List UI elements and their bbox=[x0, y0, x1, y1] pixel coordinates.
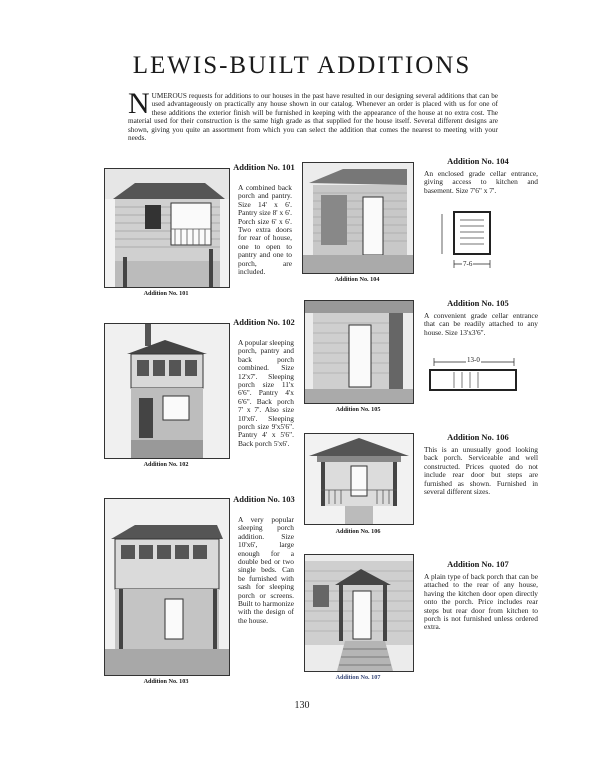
addition-101-photo bbox=[104, 168, 230, 288]
page-title: LEWIS-BUILT ADDITIONS bbox=[132, 52, 472, 79]
intro-paragraph bbox=[128, 87, 498, 143]
intro-text: UMEROUS requests for additions to our houses in the past have resulted in our designing several additions that can be used advantageously on practically any house shown in our catalog. Whenever an order is placed with us for one of these additions the exterior finish will be furnished in keeping with the appearance of the house at no extra cost. The material used for their construction is the same high grade as that supplied for the house itself. Several different designs are shown, giving you quite an assortment from which you can select the addition that comes the nearest to meeting with your needs. bbox=[128, 92, 498, 143]
addition-105-photo bbox=[304, 300, 414, 404]
addition-104-caption: Addition No. 104 bbox=[334, 276, 380, 283]
addition-101-heading: Addition No. 101 bbox=[233, 162, 295, 172]
addition-104-floor-plan bbox=[426, 206, 516, 276]
addition-103-heading: Addition No. 103 bbox=[233, 494, 295, 504]
addition-105-caption: Addition No. 105 bbox=[335, 406, 381, 413]
addition-107-photo bbox=[304, 554, 414, 672]
page-number: 130 bbox=[294, 700, 310, 711]
addition-104-plan-dimension: 7-6 bbox=[463, 260, 473, 268]
addition-102-caption: Addition No. 102 bbox=[143, 461, 189, 468]
addition-105-floor-plan bbox=[424, 356, 518, 396]
addition-101-caption: Addition No. 101 bbox=[143, 290, 189, 297]
addition-107-caption: Addition No. 107 bbox=[335, 674, 381, 681]
addition-101-text: A combined back porch and pantry. Size 14' x 6'. Pantry size 8' x 6'. Porch size 6' x 6'. Two extra doors for rear of house, one to open to pantry and one to porch, are included. bbox=[238, 183, 292, 277]
addition-107-heading: Addition No. 107 bbox=[447, 559, 509, 569]
drop-cap: N bbox=[128, 87, 150, 120]
addition-104-text: An enclosed grade cellar entrance, giving access to kitchen and basement. Size 7'6" x 7'. bbox=[424, 169, 538, 195]
addition-105-text: A convenient grade cellar entrance that can be readily attached to any house. Size 13'x3'6". bbox=[424, 311, 538, 337]
addition-104-photo bbox=[302, 162, 414, 274]
addition-103-photo bbox=[104, 498, 230, 676]
addition-106-heading: Addition No. 106 bbox=[447, 432, 509, 442]
addition-102-photo bbox=[104, 323, 230, 459]
addition-103-caption: Addition No. 103 bbox=[143, 678, 189, 685]
addition-103-text: A very popular sleeping porch addition. Size 10'x6', large enough for a double bed or two single beds. Can be furnished with sash for sleeping porch or screens. Built to harmonize with the design of the house. bbox=[238, 515, 294, 625]
addition-106-photo bbox=[304, 433, 414, 525]
addition-105-plan-dimension: 13-0 bbox=[467, 356, 480, 364]
addition-106-caption: Addition No. 106 bbox=[335, 528, 381, 535]
addition-102-heading: Addition No. 102 bbox=[233, 317, 295, 327]
addition-105-heading: Addition No. 105 bbox=[447, 298, 509, 308]
addition-106-text: This is an unusually good looking back porch. Serviceable and well constructed. Prices quoted do not include rear door but steps are furnished as shown. Furnished in several different sizes. bbox=[424, 445, 538, 497]
addition-104-heading: Addition No. 104 bbox=[447, 156, 509, 166]
addition-107-text: A plain type of back porch that can be attached to the rear of any house, having the kitchen door open directly onto the porch. Price includes rear steps but rear door from kitchen to porch is not furnished unless ordered extra. bbox=[424, 572, 538, 632]
addition-102-text: A popular sleeping porch, pantry and back porch combined. Size 12'x7'. Sleeping porch size 11'x 6'6". Pantry 4'x 6'6". Back porch 7' x 7'. Also size 10'x6'. Sleeping porch size 9'x5'6". Pantry 4' x 5'6". Back porch 5'x6'. bbox=[238, 338, 294, 448]
